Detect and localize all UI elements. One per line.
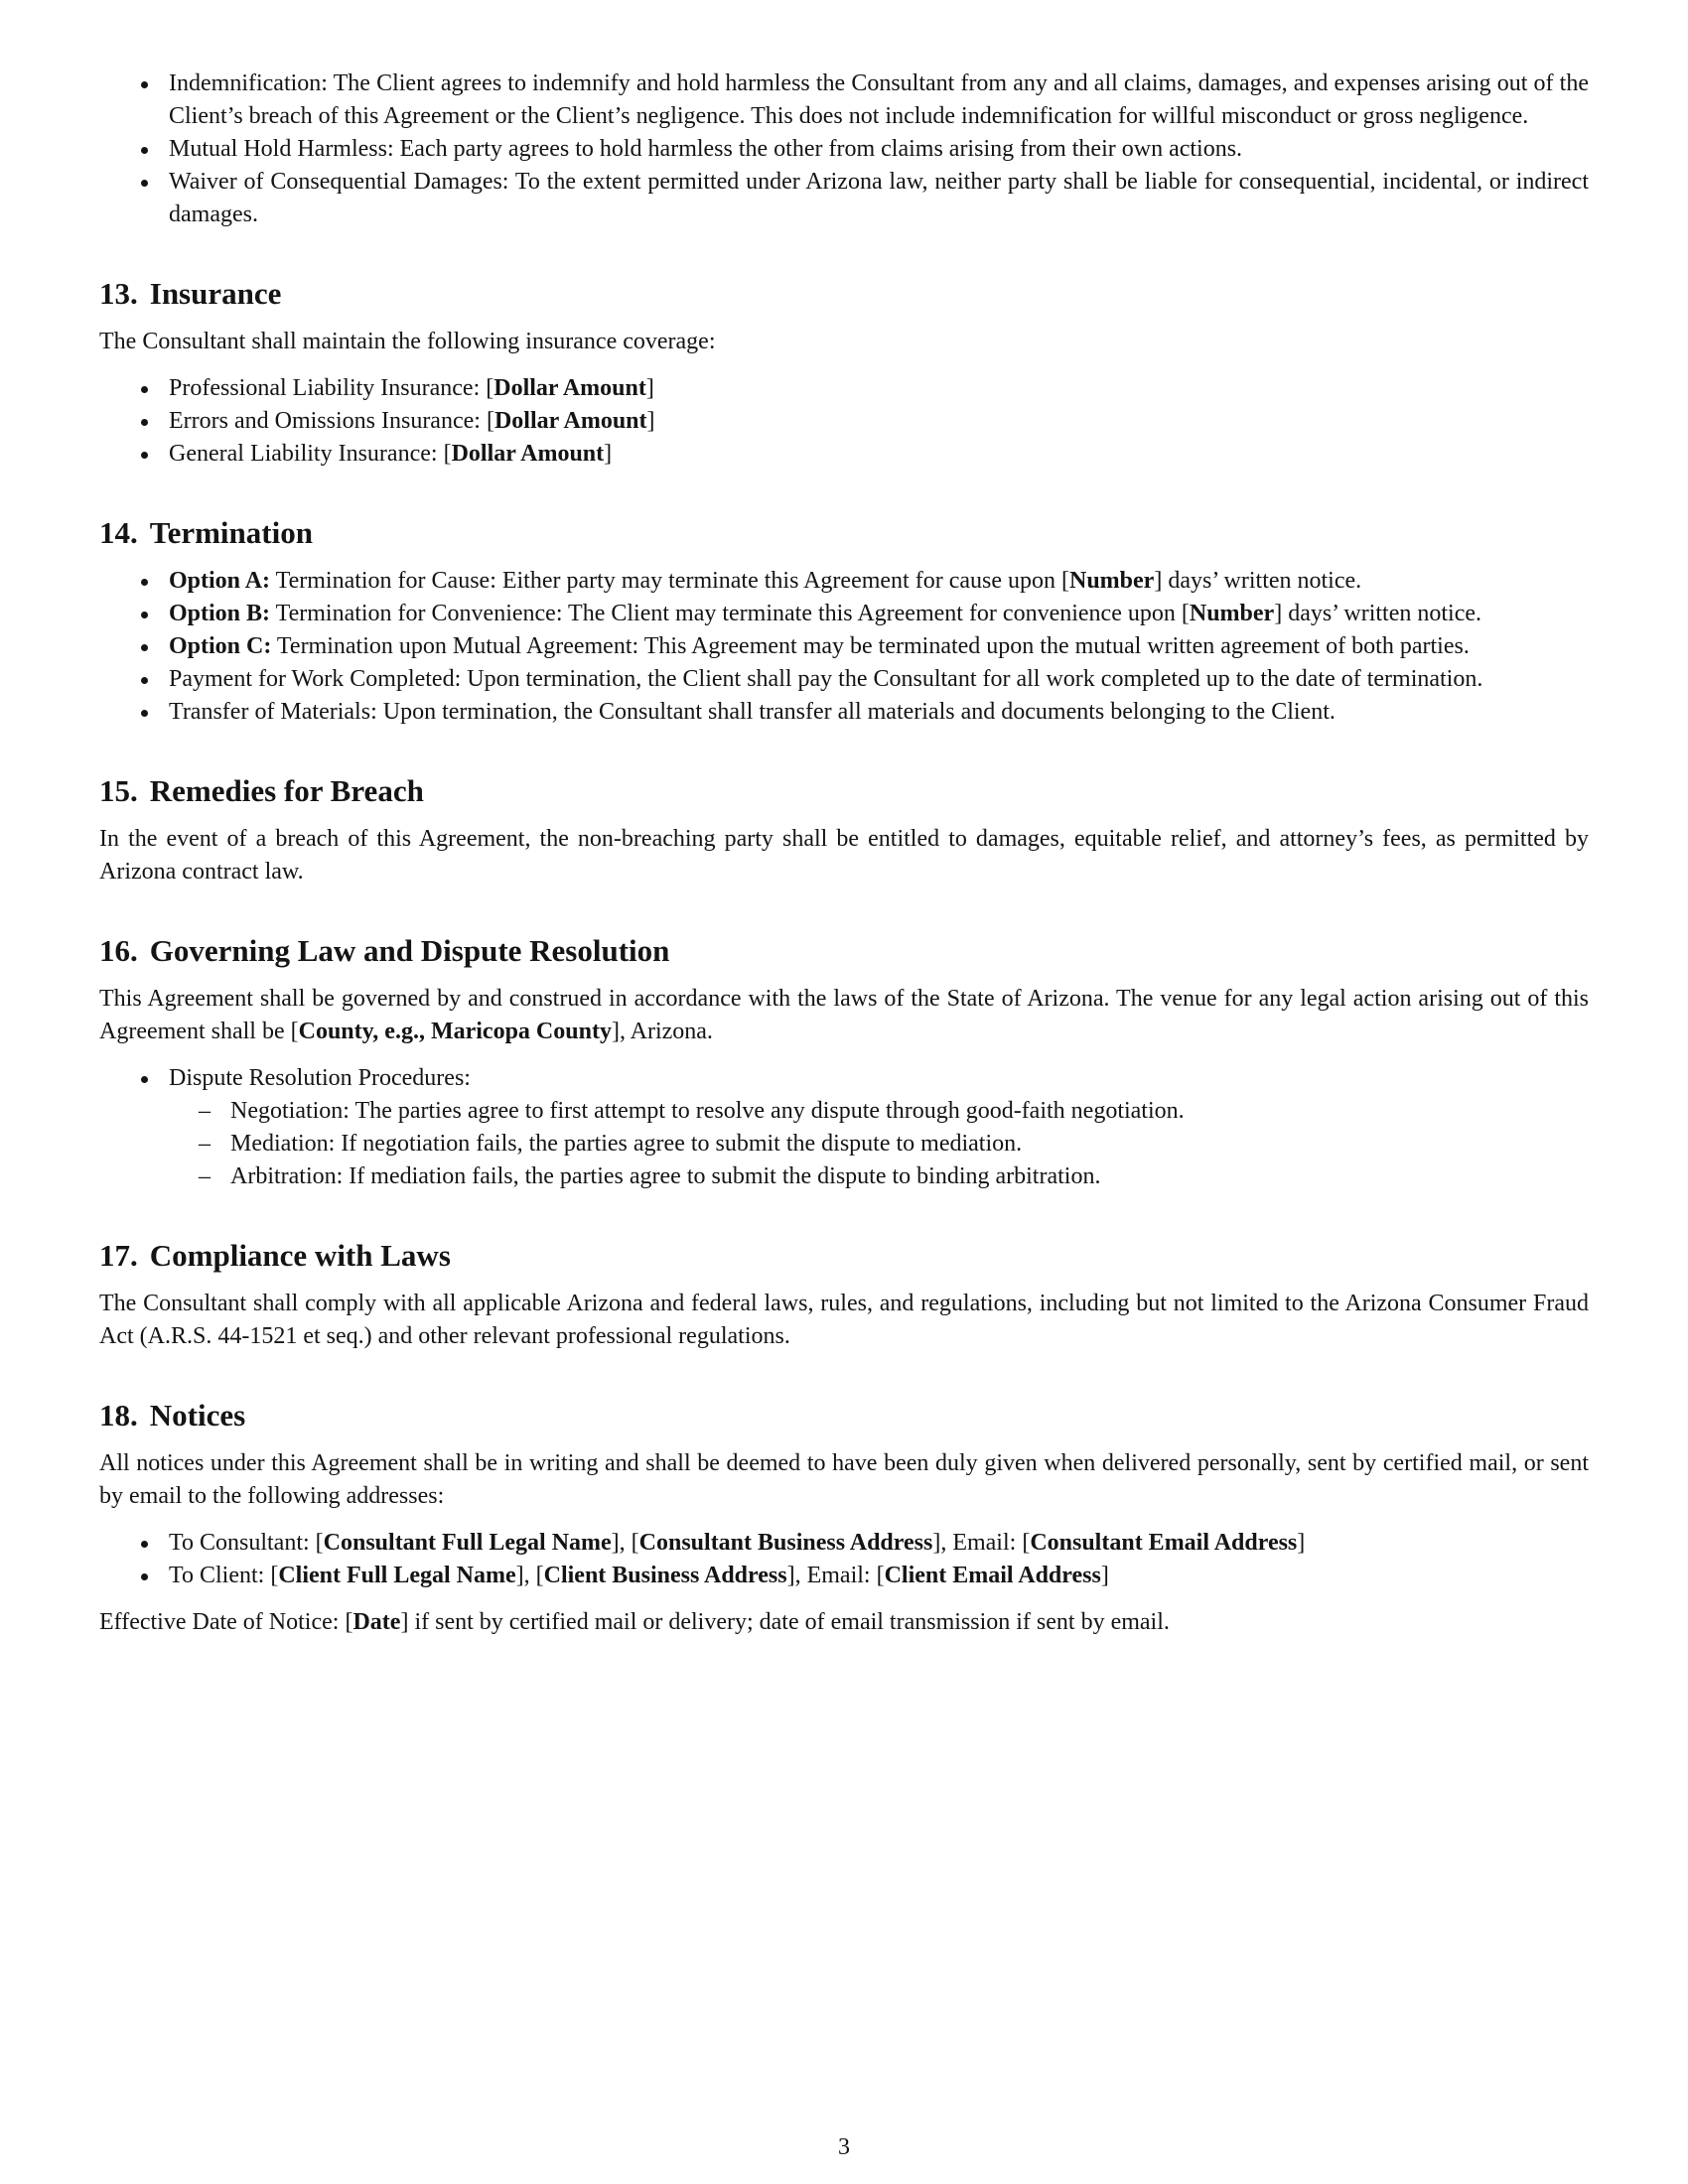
list-item: General Liability Insurance: [Dollar Amount] (99, 438, 1589, 471)
section-12-list (99, 68, 1589, 231)
section-heading-notices: 18. Notices (99, 1398, 246, 1433)
list-item: Option B: Termination for Convenience: The Client may terminate this Agreement for convenience upon [Number] days’ written notice. (99, 598, 1589, 630)
list-item: Waiver of Consequential Damages: To the extent permitted under Arizona law, neither party shall be liable for consequential, incidental, or indirect damages. (99, 166, 1589, 231)
section-heading-insurance: 13. Insurance (99, 276, 282, 311)
list-item: Mutual Hold Harmless: Each party agrees to hold harmless the other from claims arising from their own actions. (99, 133, 1589, 166)
list-item: Professional Liability Insurance: [Dollar Amount] (99, 372, 1589, 405)
remedies-body: In the event of a breach of this Agreement, the non-breaching party shall be entitled to damages, equitable relief, and attorney’s fees, as permitted by Arizona contract law. (99, 826, 1589, 885)
page-number: 3 (838, 2134, 850, 2160)
list-item: Payment for Work Completed: Upon termination, the Client shall pay the Consultant for all work completed up to the date of termination. (99, 663, 1589, 696)
list-item: Option C: Termination upon Mutual Agreement: This Agreement may be terminated upon the mutual written agreement of both parties. (99, 630, 1589, 663)
compliance-body: The Consultant shall comply with all applicable Arizona and federal laws, rules, and regulations, including but not limited to the Arizona Consumer Fraud Act (A.R.S. 44-1521 et seq.) and other relevant professional regulations. (99, 1291, 1589, 1349)
list-item: – Mediation: If negotiation fails, the parties agree to submit the dispute to mediation. (169, 1128, 1589, 1160)
insurance-intro: The Consultant shall maintain the following insurance coverage: (99, 329, 716, 354)
termination-list (99, 565, 1589, 729)
list-item: Errors and Omissions Insurance: [Dollar Amount] (99, 405, 1589, 438)
section-heading-compliance: 17. Compliance with Laws (99, 1238, 451, 1273)
document-page (99, 68, 1589, 1639)
dispute-sublist (169, 1095, 1589, 1193)
governing-law-body: This Agreement shall be governed by and construed in accordance with the laws of the State of Arizona. The venue for any legal action arising out of this Agreement shall be [County, e.g., Maricopa County], Arizona. (99, 986, 1589, 1044)
section-heading-remedies: 15. Remedies for Breach (99, 773, 424, 808)
effective-date-notice: Effective Date of Notice: [Date] if sent by certified mail or delivery; date of email transmission if sent by email. (99, 1609, 1170, 1635)
list-item: – Arbitration: If mediation fails, the parties agree to submit the dispute to binding arbitration. (169, 1160, 1589, 1193)
dispute-list (99, 1062, 1589, 1193)
list-item: Transfer of Materials: Upon termination, the Consultant shall transfer all materials and documents belonging to the Client. (99, 696, 1589, 729)
notices-list (99, 1527, 1589, 1592)
notices-body: All notices under this Agreement shall be in writing and shall be deemed to have been duly given when delivered personally, sent by certified mail, or sent by email to the following addresses: (99, 1450, 1589, 1509)
list-item: Indemnification: The Client agrees to indemnify and hold harmless the Consultant from any and all claims, damages, and expenses arising out of the Client’s breach of this Agreement or the Client’s negligence. This does not include indemnification for willful misconduct or gross negligence. (99, 68, 1589, 133)
section-heading-governing-law: 16. Governing Law and Dispute Resolution (99, 933, 670, 968)
list-item: Option A: Termination for Cause: Either party may terminate this Agreement for cause upon [Number] days’ written notice. (99, 565, 1589, 598)
list-item: To Client: [Client Full Legal Name], [Client Business Address], Email: [Client Email Address] (99, 1560, 1589, 1592)
section-heading-termination: 14. Termination (99, 515, 313, 550)
list-item: Dispute Resolution Procedures: – Negotiation: The parties agree to first attempt to resolve any dispute through good-faith negotiation. – Mediation: If negotiation fails, the parties agree to submit the dispute to mediation. – Arbitration: If mediation fails, the parties agree to submit the dispute to binding arbitration. (99, 1062, 1589, 1193)
list-item: To Consultant: [Consultant Full Legal Name], [Consultant Business Address], Email: [Consultant Email Address] (99, 1527, 1589, 1560)
insurance-list (99, 372, 1589, 471)
list-item: – Negotiation: The parties agree to first attempt to resolve any dispute through good-faith negotiation. (169, 1095, 1589, 1128)
